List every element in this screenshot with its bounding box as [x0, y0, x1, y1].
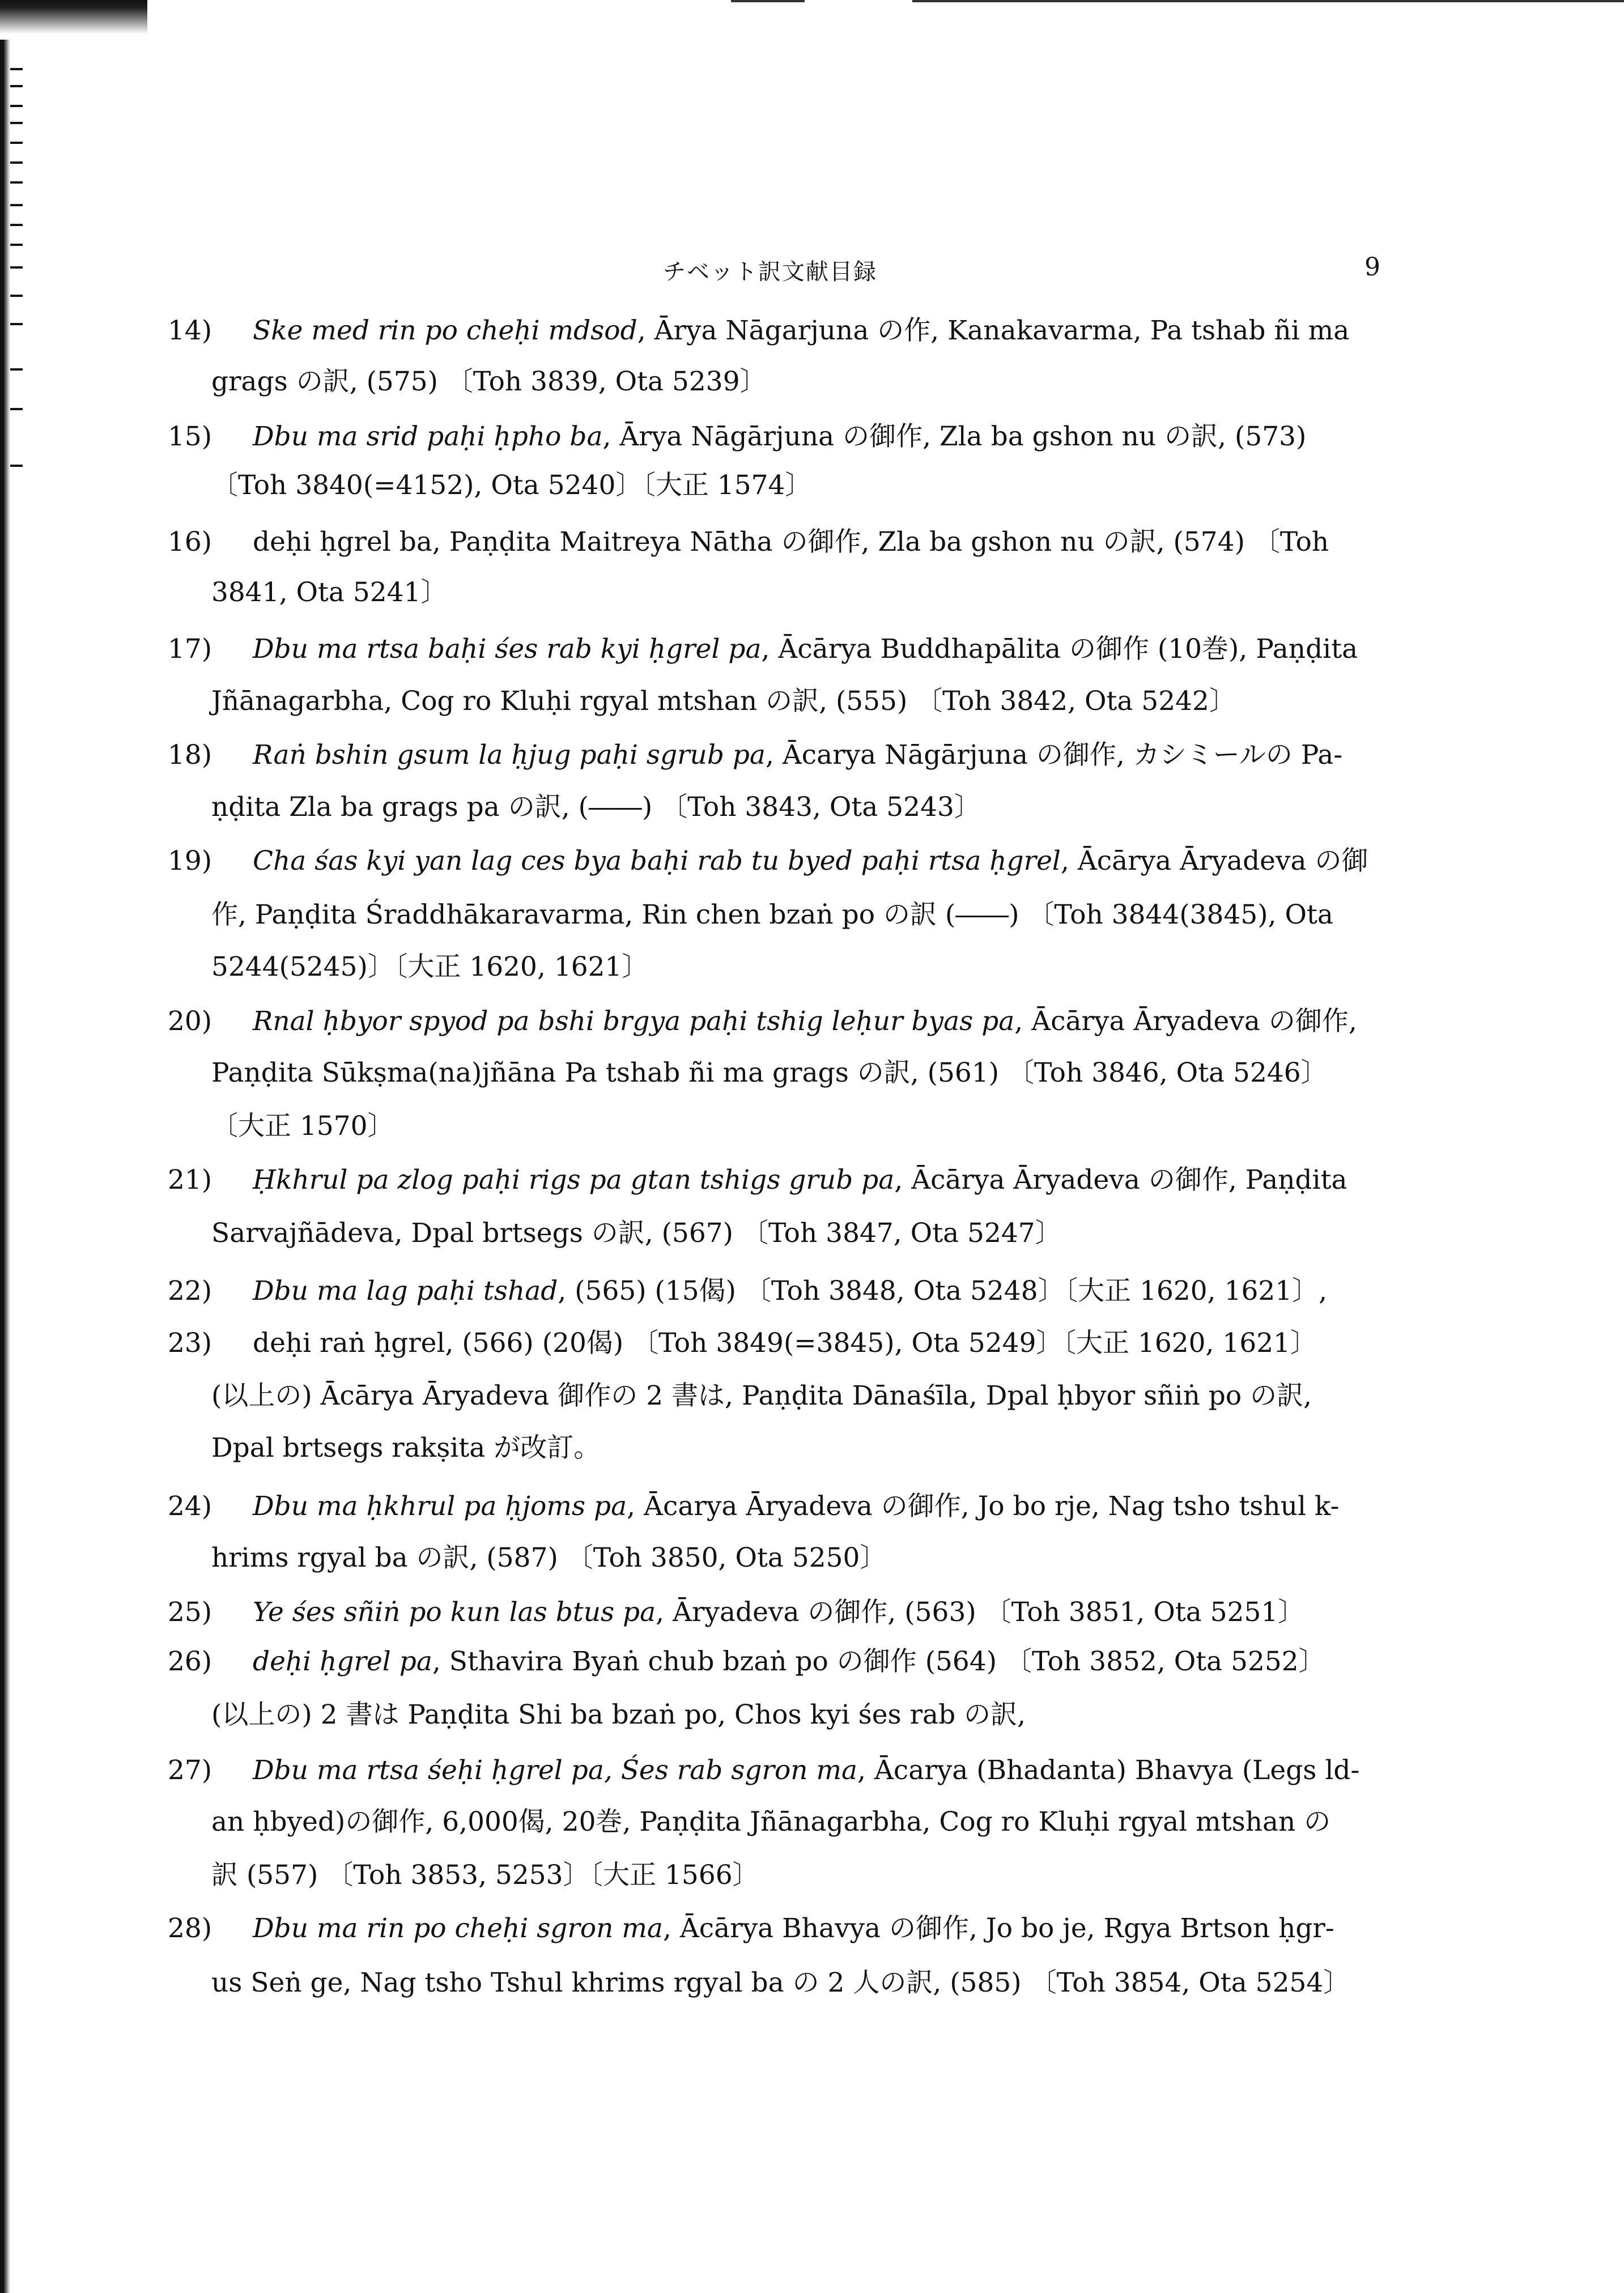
entry-text: deḥi raṅ ḥgrel, (566) (20偈) 〔Toh 3849(=3845), Ota 5249〕〔大正 1620, 1621〕: [253, 1328, 1317, 1359]
entry-number: 15): [168, 421, 212, 452]
entry-text: , (565) (15偈) 〔Toh 3848, Ota 5248〕〔大正 1620, 1621〕,: [558, 1275, 1328, 1307]
entry-continuation-line: [211, 1858, 759, 1892]
entry-number: 19): [168, 845, 212, 877]
entry-text: , Ārya Nāgarjuna の作, Kanakavarma, Pa tshab ñi ma: [637, 315, 1350, 346]
entry-continuation-line: [211, 1216, 1062, 1250]
entry-number: 14): [168, 315, 212, 346]
binding-tick: [10, 161, 23, 164]
entry-text: , Ācarya Āryadeva の御作, Jo bo rje, Nag tsho tshul k-: [627, 1491, 1340, 1522]
entry-text: hrims rgyal ba の訳, (587) 〔Toh 3850, Ota 5250〕: [211, 1542, 887, 1573]
entry-continuation-line: [211, 1966, 1350, 2000]
entry-text: an ḥbyed)の御作, 6,000偈, 20巻, Paṇḍita Jñānagarbha, Cog ro Kluḥi rgyal mtshan の: [211, 1806, 1331, 1837]
entry-title-line: [253, 1326, 1317, 1360]
entry-text: 5244(5245)〕〔大正 1620, 1621〕: [211, 951, 649, 982]
entry-number: 24): [168, 1491, 212, 1522]
entry-number: 21): [168, 1164, 212, 1196]
entry-number: 20): [168, 1006, 212, 1037]
entry-text: 〔Toh 3840(=4152), Ota 5240〕〔大正 1574〕: [211, 470, 812, 501]
entry-continuation-line: [211, 1109, 394, 1143]
binding-tick: [10, 224, 23, 226]
entry-title-line: [253, 1754, 1359, 1788]
entry-text: , Ārya Nāgārjuna の御作, Zla ba gshon nu の訳, (573): [602, 421, 1307, 452]
entry-text: 作, Paṇḍita Śraddhākaravarma, Rin chen bzaṅ po の訳 (――) 〔Toh 3844(3845), Ota: [211, 899, 1333, 930]
entry-continuation-line: [211, 898, 1333, 932]
entry-text: grags の訳, (575) 〔Toh 3839, Ota 5239〕: [211, 366, 767, 397]
entry-text: , Āryadeva の御作, (563) 〔Toh 3851, Ota 5251〕: [656, 1597, 1305, 1628]
entry-continuation-line: [211, 1379, 1312, 1413]
entry-title-line: [253, 844, 1368, 878]
binding-tick: [10, 266, 23, 269]
entry-continuation-line: [211, 790, 981, 824]
entry-number: 16): [168, 526, 212, 558]
entry-continuation-line: [211, 1056, 1328, 1090]
entry-continuation-line: [211, 1805, 1330, 1839]
entry-continuation-line: [211, 469, 811, 503]
work-title: Dbu ma rtsa śeḥi ḥgrel pa, Śes rab sgron ma: [253, 1755, 858, 1786]
binding-tick: [10, 68, 23, 70]
entry-number: 27): [168, 1755, 212, 1786]
work-title: Cha śas kyi yan lag ces bya baḥi rab tu byed paḥi rtsa ḥgrel: [253, 845, 1061, 877]
entry-title-line: [253, 1645, 1325, 1679]
entry-title-line: [253, 1163, 1347, 1197]
entry-title-line: [253, 314, 1349, 348]
binding-tick: [10, 368, 23, 371]
entry-text: , Sthavira Byaṅ chub bzaṅ po の御作 (564) 〔Toh 3852, Ota 5252〕: [432, 1646, 1325, 1677]
top-rule-right: [912, 0, 1624, 2]
entry-text: (以上の) 2 書は Paṇḍita Shi ba bzaṅ po, Chos kyi śes rab の訳,: [211, 1699, 1026, 1730]
entry-text: , Ācārya Āryadeva の御作,: [1014, 1006, 1357, 1037]
entry-text: 3841, Ota 5241〕: [211, 577, 448, 608]
entry-text: ṇḍita Zla ba grags pa の訳, (――) 〔Toh 3843, Ota 5243〕: [211, 792, 981, 823]
entry-continuation-line: [211, 950, 648, 984]
entry-text: , Ācārya Āryadeva の御作, Paṇḍita: [894, 1164, 1347, 1196]
entry-text: Sarvajñādeva, Dpal brtsegs の訳, (567) 〔Toh 3847, Ota 5247〕: [211, 1218, 1062, 1249]
entry-continuation-line: [211, 1431, 600, 1465]
binding-tick: [10, 122, 23, 124]
work-title: Dbu ma rin po cheḥi sgron ma: [253, 1913, 663, 1944]
entry-number: 23): [168, 1328, 212, 1359]
entry-text: , Ācarya (Bhadanta) Bhavya (Legs ld-: [857, 1755, 1360, 1786]
entry-title-line: [253, 420, 1306, 454]
entry-text: us Seṅ ge, Nag tsho Tshul khrims rgyal ba の 2 人の訳, (585) 〔Toh 3854, Ota 5254〕: [211, 1967, 1350, 1998]
scan-edge: [0, 0, 12, 2293]
entry-number: 18): [168, 739, 212, 771]
work-title: Ye śes sñiṅ po kun las btus pa: [253, 1597, 656, 1628]
binding-tick: [10, 323, 23, 325]
work-title: Raṅ bshin gsum la ḥjug paḥi sgrub pa: [253, 739, 766, 771]
entry-title-line: [253, 1274, 1327, 1308]
top-rule-left: [731, 0, 805, 2]
entry-text: Paṇḍita Sūkṣma(na)jñāna Pa tshab ñi ma grags の訳, (561) 〔Toh 3846, Ota 5246〕: [211, 1057, 1328, 1088]
entry-text: 訳 (557) 〔Toh 3853, 5253〕〔大正 1566〕: [211, 1860, 759, 1891]
entry-text: 〔大正 1570〕: [211, 1111, 394, 1142]
entry-text: , Ācārya Āryadeva の御: [1060, 845, 1368, 877]
binding-tick: [10, 295, 23, 297]
work-title: Rnal ḥbyor spyod pa bshi brgya paḥi tshig leḥur byas pa: [253, 1006, 1015, 1037]
scan-corner: [0, 0, 147, 40]
entry-text: (以上の) Ācārya Āryadeva 御作の 2 書は, Paṇḍita Dānaśīla, Dpal ḥbyor sñiṅ po の訳,: [211, 1380, 1312, 1411]
work-title: Ḥkhrul pa zlog paḥi rigs pa gtan tshigs grub pa: [253, 1164, 895, 1196]
binding-tick: [10, 204, 23, 206]
entry-continuation-line: [211, 1541, 886, 1575]
binding-tick: [10, 142, 23, 144]
work-title: Ske med rin po cheḥi mdsod: [253, 315, 637, 346]
entry-continuation-line: [211, 365, 767, 399]
entry-number: 28): [168, 1913, 212, 1944]
entry-title-line: [253, 525, 1329, 559]
entry-text: deḥi ḥgrel ba, Paṇḍita Maitreya Nātha の御作, Zla ba gshon nu の訳, (574) 〔Toh: [253, 526, 1329, 558]
entry-title-line: [253, 1912, 1334, 1946]
binding-tick: [10, 181, 23, 184]
entry-title-line: [253, 632, 1358, 666]
binding-tick: [10, 85, 23, 87]
work-title: Dbu ma lag paḥi tshad: [253, 1275, 558, 1307]
binding-tick: [10, 408, 23, 410]
binding-tick: [10, 244, 23, 246]
entry-text: , Ācārya Buddhapālita の御作 (10巻), Paṇḍita: [761, 633, 1358, 665]
binding-tick: [10, 465, 23, 467]
entry-number: 25): [168, 1597, 212, 1628]
entry-title-line: [253, 1005, 1357, 1039]
work-title: Dbu ma ḥkhrul pa ḥjoms pa: [253, 1491, 627, 1522]
entry-text: , Ācarya Nāgārjuna の御作, カシミールの Pa-: [765, 739, 1343, 771]
entry-text: Dpal brtsegs rakṣita が改訂。: [211, 1432, 601, 1464]
entry-text: , Ācārya Bhavya の御作, Jo bo je, Rgya Brtson ḥgr-: [662, 1913, 1334, 1944]
entry-title-line: [253, 1596, 1304, 1630]
entry-continuation-line: [211, 684, 1236, 718]
entry-number: 26): [168, 1646, 212, 1677]
entry-number: 22): [168, 1275, 212, 1307]
page-number: 9: [1364, 253, 1380, 282]
entry-text: Jñānagarbha, Cog ro Kluḥi rgyal mtshan の訳, (555) 〔Toh 3842, Ota 5242〕: [211, 686, 1236, 717]
entry-continuation-line: [211, 576, 447, 610]
entry-title-line: [253, 1490, 1339, 1524]
entry-continuation-line: [211, 1698, 1026, 1732]
work-title: Dbu ma srid paḥi ḥpho ba: [253, 421, 603, 452]
work-title: Dbu ma rtsa baḥi śes rab kyi ḥgrel pa: [253, 633, 762, 665]
binding-tick: [10, 105, 23, 107]
work-title: deḥi ḥgrel pa: [253, 1646, 432, 1677]
entry-title-line: [253, 738, 1342, 772]
running-header: チベット訳文献目録: [663, 259, 877, 285]
entry-number: 17): [168, 633, 212, 665]
